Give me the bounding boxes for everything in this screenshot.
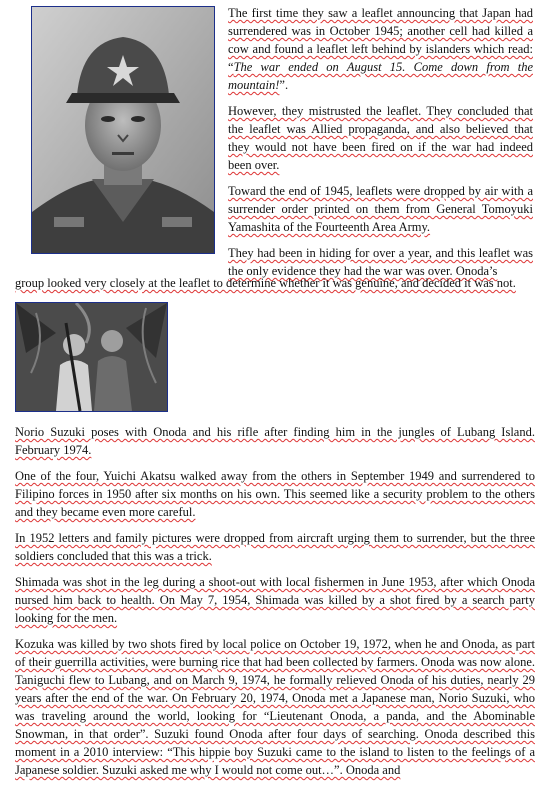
paragraph-6: In 1952 letters and family pictures were dropped from aircraft urging them to surrender, but the three soldiers concluded that this was a trick. [15, 531, 535, 563]
portrait-photo [31, 6, 215, 254]
paragraph-4-start: They had been in hiding for over a year, and this leaflet was the only evidence they had the war was over. Onoda’s [228, 246, 533, 278]
soldier-portrait-image [32, 7, 214, 253]
suzuki-onoda-image [16, 303, 167, 411]
main-text-block [15, 423, 535, 787]
paragraph-8: Kozuka was killed by two shots fired by local police on October 19, 1972, when he and Onoda, as part of their guerrilla activities, were burning rice that had been collected by farmers. Onoda was now alone. Taniguchi flew to Lubang, and on March 9, 1974, he formally relieved Onoda of his duties, nearly 29 years after the end of the war. On February 20, 1974, Onoda met a Japanese man, Norio Suzuki, who was traveling around the world, looking for “Lieutenant Onoda, a panda, and the Abominable Snowman, in that order”. Suzuki found Onoda after four days of searching. Onoda described this moment in a 2010 interview: “This hippie boy Suzuki came to the island to listen to the feelings of a Japanese soldier. Suzuki asked me why I would not come out…”. Onoda and [15, 637, 535, 777]
paragraph-4-continued-block [15, 274, 535, 300]
jungle-photo [15, 302, 168, 412]
photo-caption: Norio Suzuki poses with Onoda and his rifle after finding him in the jungles of Lubang Island. February 1974. [15, 425, 535, 457]
paragraph-3: Toward the end of 1945, leaflets were dropped by air with a surrender order printed on them from General Tomoyuki Yamashita of the Fourteenth Area Army. [228, 184, 533, 234]
paragraph-5: One of the four, Yuichi Akatsu walked away from the others in September 1949 and surrendered to Filipino forces in 1950 after six months on his own. This seemed like a security problem to the others and they became even more careful. [15, 469, 535, 519]
paragraph-4-end: group looked very closely at the leaflet to determine whether it was genuine, and decided it was not. [15, 276, 516, 290]
paragraph-1: The first time they saw a leaflet announcing that Japan had surrendered was in October 1945; another cell had killed a cow and found a leaflet left behind by islanders which read: “The war ended on August 15. Come down from the mountain!”. [228, 6, 533, 92]
paragraph-7: Shimada was shot in the leg during a shoot-out with local fishermen in June 1953, after which Onoda nursed him back to health. On May 7, 1954, Shimada was killed by a shot fired by a search party looking for the men. [15, 575, 535, 625]
paragraph-2: However, they mistrusted the leaflet. They concluded that the leaflet was Allied propaganda, and also believed that they would not have been fired on if the war had indeed been over. [228, 104, 533, 172]
text-column-right [228, 4, 533, 280]
